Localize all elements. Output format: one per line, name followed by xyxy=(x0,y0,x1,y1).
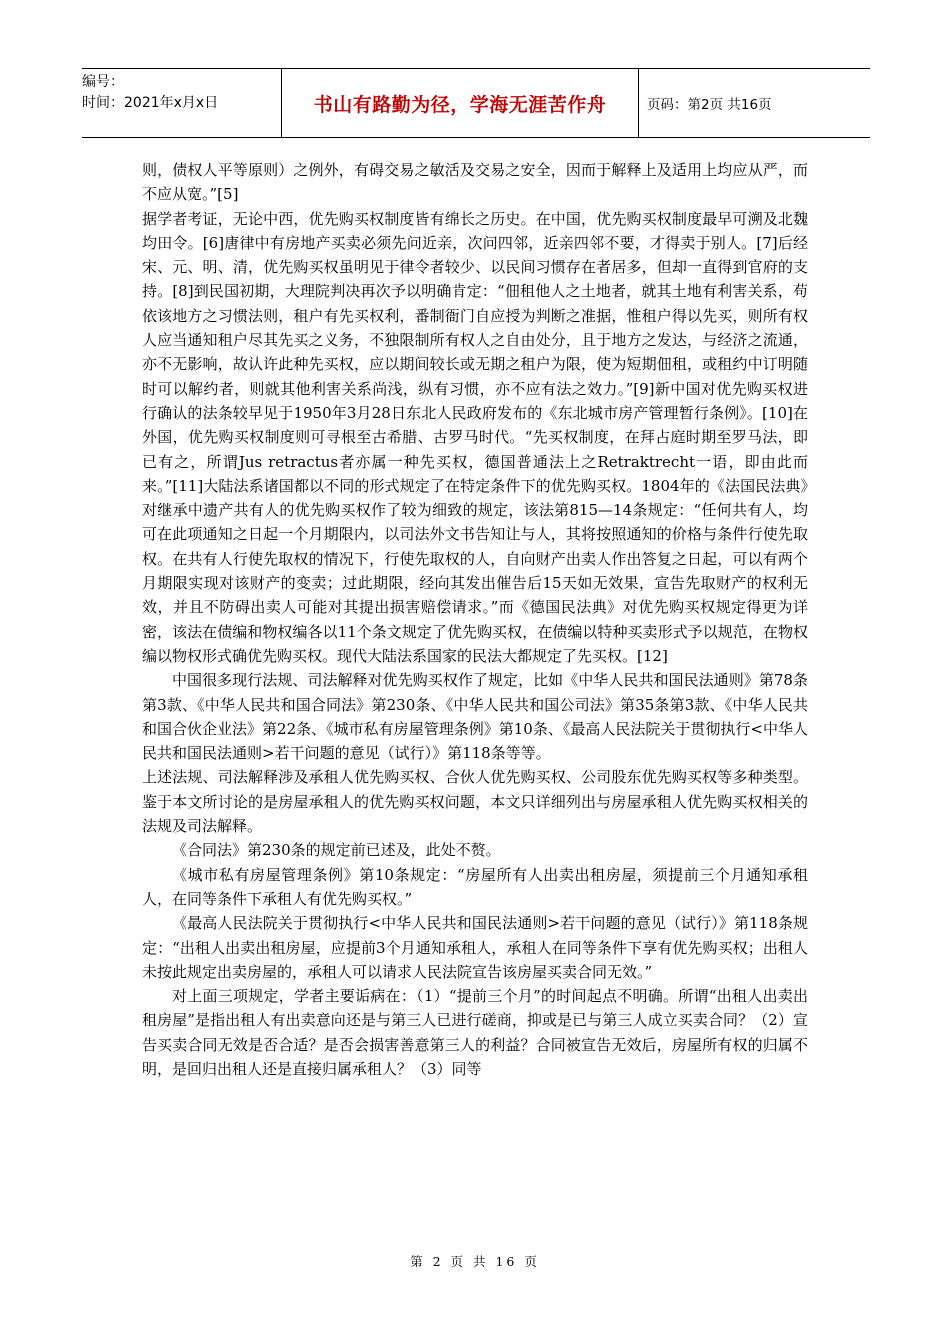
paragraph: 上述法规、司法解释涉及承租人优先购买权、合伙人优先购买权、公司股东优先购买权等多种类型。鉴于本文所讨论的是房屋承租人的优先购买权问题，本文只详细列出与房屋承租人优先购买权相关的法规及司法解释。 xyxy=(142,768,808,836)
paragraph: 《城市私有房屋管理条例》第10条规定：“房屋所有人出卖出租房屋，须提前三个月通知承租人，在同等条件下承租人有优先购买权。” xyxy=(142,865,808,908)
paragraph: 据学者考证，无论中西，优先购买权制度皆有绵长之历史。在中国，优先购买权制度最早可溯及北魏均田令。[6]唐律中有房地产买卖必须先问近亲，次问四邻，近亲四邻不要，才得卖于别人。[7]后经宋、元、明、清，优先购买权虽明见于律令者较少、以民间习惯存在者居多，但却一直得到官府的支持。[8]到民国初期，大理院判决再次予以明确肯定：“佃租他人之土地者，就其土地有利害关系，苟依该地方之习惯法则，租户有先买权利，番制衙门自应授为判断之准据，惟租户得以先买，则所有权人应当通知租户尽其先买之义务，不独限制所有权人之自由处分，且于地方之发达，与经济之流通，亦不无影响，故认许此种先买权，应以期间较长或无期之租户为限，使为短期佃租，或租约中订明随时可以解约者，则就其他利害关系尚浅，纵有习惯，亦不应有法之效力。”[9]新中国对优先购买权进行确认的法条较早见于1950年3月28日东北人民政府发布的《东北城市房产管理暂行条例》。[10]在外国，优先购买权制度则可寻根至古希腊、古罗马时代。“先买权制度，在拜占庭时期至罗马法，即已有之，所谓Jus retractus者亦属一种先买权，德国普通法上之Retraktrecht一语，即由此而来。”[11]大陆法系诸国都以不同的形式规定了在特定条件下的优先购买权。1804年的《法国民法典》对继承中遗产共有人的优先购买权作了较为细致的规定，该法第815—14条规定：“任何共有人，均可在此项通知之日起一个月期限内，以司法外文书告知让与人，其将按照通知的价格与条件行使先取权。在共有人行使先取权的情况下，行使先取权的人，自向财产出卖人作出答复之日起，可以有两个月期限实现对该财产的变卖；过此期限，经向其发出催告后15天如无效果，宣告先取财产的权利无效，并且不防碍出卖人可能对其提出损害赔偿请求。”而《德国民法典》对优先购买权规定得更为详密，该法在债编和物权编各以11个条文规定了优先购买权，在债编以特种买卖形式予以规范，在物权编以物权形式确优先购买权。现代大陆法系国家的民法大都规定了先买权。[12] xyxy=(142,209,808,665)
header-number-label: 编号： xyxy=(82,74,124,90)
paragraph: 则，债权人平等原则）之例外，有碍交易之敏活及交易之安全，因而于解释上及适用上均应从严，而不应从宽。”[5] xyxy=(142,161,808,204)
paragraph: 对上面三项规定，学者主要诟病在：（1）“提前三个月”的时间起点不明确。所谓“出租人出卖出租房屋”是指出租人有出卖意向还是与第三人已进行磋商，抑或是已与第三人成立买卖合同？（2）宣告买卖合同无效是否合适？是否会损害善意第三人的利益？合同被宣告无效后，房屋所有权的归属不明，是回归出租人还是直接归属承租人？（3）同等 xyxy=(142,987,808,1078)
header-meta xyxy=(82,69,282,137)
header-page-info: 页码：第2页 共16页 xyxy=(647,97,772,113)
paragraph: 中国很多现行法规、司法解释对优先购买权作了规定，比如《中华人民共和国民法通则》第78条第3款、《中华人民共和国合同法》第230条、《中华人民共和国公司法》第35条第3款、《中华人民共和国合伙企业法》第22条、《城市私有房屋管理条例》第10条、《最高人民法院关于贯彻执行<中华人民共和国民法通则>若干问题的意见（试行）》第118条等等。 xyxy=(142,671,808,763)
page-footer: 第 2 页 共 16 页 xyxy=(410,1254,540,1269)
page-header xyxy=(82,68,870,138)
paragraph: 《最高人民法院关于贯彻执行<中华人民共和国民法通则>若干问题的意见（试行）》第118条规定：“出租人出卖出租房屋，应提前3个月通知承租人，承租人在同等条件下享有优先购买权；出租人未按此规定出卖房屋的，承租人可以请求人民法院宣告该房屋买卖合同无效。” xyxy=(142,914,808,981)
header-date: 时间：2021年x月x日 xyxy=(82,95,219,111)
document-body xyxy=(142,158,808,1081)
header-motto: 书山有路勤为径，学海无涯苦作舟 xyxy=(282,69,639,137)
paragraph: 《合同法》第230条的规定前已述及，此处不赘。 xyxy=(172,841,501,860)
